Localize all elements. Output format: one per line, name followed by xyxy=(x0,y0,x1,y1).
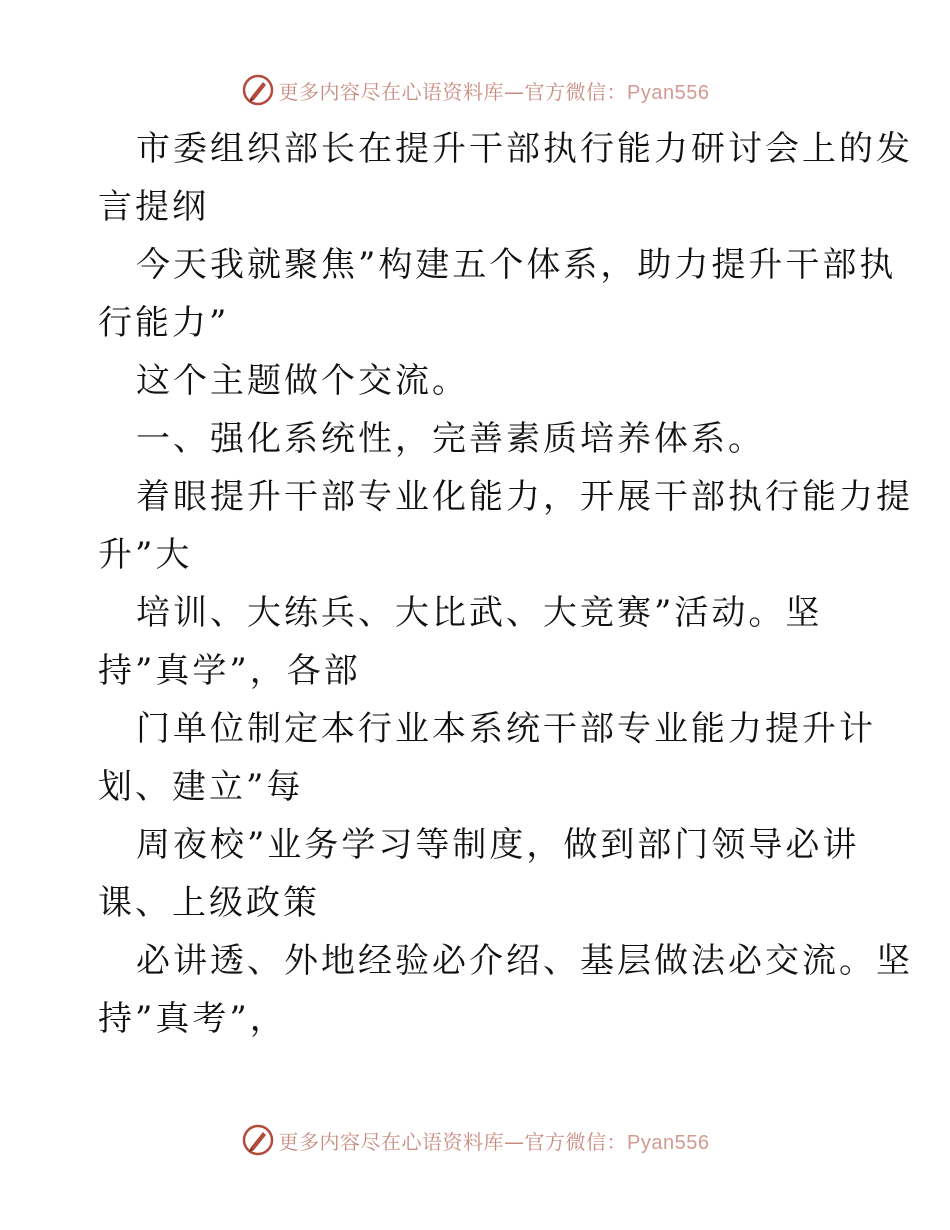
watermark-dash: — xyxy=(504,1129,525,1154)
watermark-main: 更多内容尽在心语资料库 xyxy=(278,79,505,104)
pen-logo-icon xyxy=(241,1123,275,1157)
paragraph-line: 行能力” xyxy=(98,303,230,343)
watermark-wechat-id: Pyan556 xyxy=(627,1131,710,1154)
paragraph-line: 持”真学”，各部 xyxy=(98,651,361,691)
watermark-main: 更多内容尽在心语资料库 xyxy=(278,1129,505,1154)
watermark-text xyxy=(279,1126,710,1155)
section-heading: 一、强化系统性，完善素质培养体系。 xyxy=(136,419,765,459)
paragraph-line: 培训、大练兵、大比武、大竞赛”活动。坚 xyxy=(136,593,823,633)
title-line-2: 言提纲 xyxy=(98,187,209,227)
watermark-wechat-id: Pyan556 xyxy=(627,81,710,104)
document-body xyxy=(98,120,913,1048)
watermark-text xyxy=(279,76,710,105)
watermark-dash: — xyxy=(504,79,525,104)
paragraph-line: 周夜校”业务学习等制度，做到部门领导必讲 xyxy=(136,825,860,865)
paragraph-line: 着眼提升干部专业化能力，开展干部执行能力提 xyxy=(136,477,913,517)
paragraph-line: 必讲透、外地经验必介绍、基层做法必交流。坚 xyxy=(136,941,913,981)
title-line-1: 市委组织部长在提升干部执行能力研讨会上的发 xyxy=(136,129,913,169)
paragraph-line: 划、建立”每 xyxy=(98,767,304,807)
watermark-suffix-label: 官方微信： xyxy=(524,1129,628,1154)
header-watermark xyxy=(0,70,950,110)
paragraph-line: 课、上级政策 xyxy=(98,883,320,923)
watermark-suffix-label: 官方微信： xyxy=(524,79,628,104)
paragraph-line: 升”大 xyxy=(98,535,193,575)
paragraph-line: 持”真考”， xyxy=(98,999,287,1039)
paragraph-line: 门单位制定本行业本系统干部专业能力提升计 xyxy=(136,709,876,749)
paragraph-line: 今天我就聚焦”构建五个体系，助力提升干部执 xyxy=(136,245,897,285)
pen-logo-icon xyxy=(241,73,275,107)
paragraph-line: 这个主题做个交流。 xyxy=(136,361,469,401)
footer-watermark xyxy=(0,1120,950,1160)
